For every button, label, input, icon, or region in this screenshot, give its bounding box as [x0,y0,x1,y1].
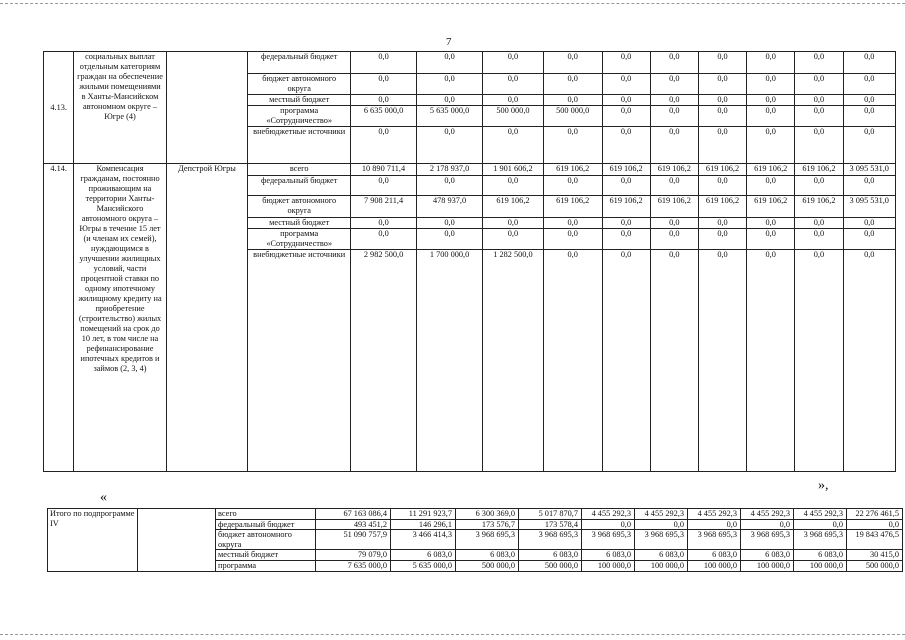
amount-cell: 0,0 [843,176,895,196]
amount-cell: 0,0 [843,229,895,250]
amount-cell: 0,0 [351,74,417,95]
amount-cell: 0,0 [417,229,483,250]
table-row [44,164,896,176]
amount-cell: 2 982 500,0 [351,250,417,472]
amount-cell: 0,0 [635,519,688,530]
amount-cell: 0,0 [698,250,746,472]
amount-cell: 19 843 476,5 [847,530,903,550]
amount-cell: 0,0 [483,176,544,196]
amount-cell: 619 106,2 [795,196,843,218]
amount-cell: 3 968 695,3 [635,530,688,550]
amount-cell: 4 455 292,3 [794,509,847,520]
amount-cell: 10 890 711,4 [351,164,417,176]
amount-cell: 1 282 500,0 [483,250,544,472]
amount-cell: 0,0 [650,95,698,106]
amount-cell: 619 106,2 [543,164,602,176]
amount-cell: 0,0 [650,52,698,74]
funding-source: местный бюджет [248,95,351,106]
amount-cell: 0,0 [483,127,544,164]
amount-cell: 0,0 [602,218,650,229]
amount-cell: 0,0 [543,95,602,106]
amount-cell: 0,0 [747,74,795,95]
amount-cell: 4 455 292,3 [635,509,688,520]
amount-cell: 5 017 870,7 [519,509,582,520]
amount-cell: 5 635 000,0 [417,106,483,127]
amount-cell: 0,0 [650,176,698,196]
amount-cell: 0,0 [650,250,698,472]
amount-cell: 0,0 [698,95,746,106]
amount-cell: 0,0 [417,95,483,106]
opening-quote: « [100,490,107,505]
amount-cell: 0,0 [795,229,843,250]
amount-cell: 0,0 [747,52,795,74]
amount-cell: 173 576,7 [456,519,519,530]
amount-cell: 0,0 [698,74,746,95]
closing-quote: », [818,478,829,493]
amount-cell: 6 083,0 [635,550,688,561]
amount-cell: 0,0 [795,52,843,74]
funding-source: программа «Сотрудничество» [248,106,351,127]
amount-cell: 0,0 [741,519,794,530]
amount-cell: 7 908 211,4 [351,196,417,218]
amount-cell: 146 296,1 [391,519,456,530]
amount-cell: 3 095 531,0 [843,164,895,176]
amount-cell: 619 106,2 [543,196,602,218]
amount-cell: 0,0 [351,95,417,106]
amount-cell: 6 083,0 [456,550,519,561]
amount-cell: 3 095 531,0 [843,196,895,218]
funding-source: федеральный бюджет [248,52,351,74]
amount-cell: 100 000,0 [688,560,741,571]
amount-cell: 0,0 [650,218,698,229]
amount-cell: 100 000,0 [794,560,847,571]
amount-cell: 0,0 [843,127,895,164]
amount-cell: 6 300 369,0 [456,509,519,520]
amount-cell: 6 083,0 [391,550,456,561]
amount-cell: 0,0 [747,106,795,127]
amount-cell: 0,0 [843,95,895,106]
amount-cell: 0,0 [602,74,650,95]
funding-source: местный бюджет [248,218,351,229]
amount-cell: 619 106,2 [698,196,746,218]
amount-cell: 0,0 [650,229,698,250]
amount-cell: 1 901 606,2 [483,164,544,176]
amount-cell: 6 635 000,0 [351,106,417,127]
program-table [43,51,896,472]
amount-cell: 0,0 [602,229,650,250]
amount-cell: 6 083,0 [582,550,635,561]
amount-cell: 0,0 [543,176,602,196]
amount-cell: 3 968 695,3 [741,530,794,550]
amount-cell: 500 000,0 [483,106,544,127]
amount-cell: 0,0 [543,229,602,250]
amount-cell: 0,0 [543,52,602,74]
amount-cell: 6 083,0 [688,550,741,561]
amount-cell: 0,0 [698,229,746,250]
amount-cell: 100 000,0 [741,560,794,571]
amount-cell: 500 000,0 [456,560,519,571]
amount-cell: 0,0 [843,52,895,74]
subprogram-total-table [47,508,903,572]
amount-cell: 5 635 000,0 [391,560,456,571]
amount-cell: 0,0 [351,176,417,196]
amount-cell: 0,0 [688,519,741,530]
amount-cell: 0,0 [843,74,895,95]
amount-cell: 0,0 [543,250,602,472]
amount-cell: 0,0 [483,52,544,74]
amount-cell: 0,0 [698,106,746,127]
amount-cell: 11 291 923,7 [391,509,456,520]
amount-cell: 500 000,0 [847,560,903,571]
amount-cell: 0,0 [795,250,843,472]
amount-cell: 0,0 [602,95,650,106]
total-executor [138,509,216,572]
amount-cell: 2 178 937,0 [417,164,483,176]
table-row [44,52,896,74]
amount-cell: 0,0 [843,250,895,472]
item-name: социальных выплат отдельным категориям граждан на обеспечение жилыми помещениями в Ханты-Мансийском автономном округе – Югре (4) [74,52,166,164]
funding-source: всего [248,164,351,176]
funding-source: программа [216,560,316,571]
amount-cell: 0,0 [698,176,746,196]
funding-source: всего [216,509,316,520]
amount-cell: 6 083,0 [519,550,582,561]
amount-cell: 1 700 000,0 [417,250,483,472]
amount-cell: 478 937,0 [417,196,483,218]
amount-cell: 3 968 695,3 [688,530,741,550]
amount-cell: 100 000,0 [582,560,635,571]
amount-cell: 67 163 086,4 [316,509,391,520]
amount-cell: 0,0 [582,519,635,530]
funding-source: федеральный бюджет [216,519,316,530]
amount-cell: 500 000,0 [519,560,582,571]
amount-cell: 6 083,0 [794,550,847,561]
amount-cell: 619 106,2 [650,164,698,176]
amount-cell: 0,0 [602,127,650,164]
amount-cell: 0,0 [351,127,417,164]
item-executor: Депстрой Югры [166,164,248,472]
amount-cell: 0,0 [602,176,650,196]
amount-cell: 100 000,0 [635,560,688,571]
amount-cell: 0,0 [543,218,602,229]
funding-source: внебюджетные источники [248,127,351,164]
amount-cell: 3 968 695,3 [582,530,635,550]
amount-cell: 0,0 [351,52,417,74]
funding-source: бюджет автономного округа [248,196,351,218]
amount-cell: 619 106,2 [747,196,795,218]
amount-cell: 619 106,2 [602,196,650,218]
amount-cell: 0,0 [747,176,795,196]
amount-cell: 51 090 757,9 [316,530,391,550]
amount-cell: 0,0 [483,74,544,95]
amount-cell: 0,0 [747,250,795,472]
item-name: Компенсация гражданам, постоянно проживающим на территории Ханты-Мансийского автономного округа – Югры в течение 15 лет (и членам их семей), нуждающимся в улучшении жилищных условий, части процентной ставки по одному ипотечному жилищному кредиту на приобретение (строительство) жилых помещений на срок до 10 лет, в том числе на рефинансирование ипотечных кредитов и займов (2, 3, 4) [74,164,166,472]
amount-cell: 0,0 [483,95,544,106]
amount-cell: 0,0 [417,52,483,74]
amount-cell: 22 276 461,5 [847,509,903,520]
amount-cell: 0,0 [747,229,795,250]
amount-cell: 0,0 [351,229,417,250]
amount-cell: 619 106,2 [602,164,650,176]
amount-cell: 0,0 [417,74,483,95]
funding-source: федеральный бюджет [248,176,351,196]
amount-cell: 0,0 [417,176,483,196]
amount-cell: 0,0 [602,106,650,127]
amount-cell: 0,0 [795,95,843,106]
amount-cell: 3 968 695,3 [519,530,582,550]
amount-cell: 0,0 [698,218,746,229]
funding-source: внебюджетные источники [248,250,351,472]
amount-cell: 0,0 [602,52,650,74]
amount-cell: 3 968 695,3 [794,530,847,550]
amount-cell: 0,0 [843,106,895,127]
table-row [48,509,903,520]
amount-cell: 6 083,0 [741,550,794,561]
amount-cell: 0,0 [417,127,483,164]
amount-cell: 0,0 [843,218,895,229]
amount-cell: 0,0 [650,74,698,95]
item-number: 4.14. [44,164,74,472]
amount-cell: 3 466 414,3 [391,530,456,550]
amount-cell: 0,0 [747,127,795,164]
item-number: 4.13. [44,52,74,164]
page-bottom-border [0,634,905,635]
amount-cell: 500 000,0 [543,106,602,127]
amount-cell: 0,0 [543,74,602,95]
amount-cell: 30 415,0 [847,550,903,561]
amount-cell: 0,0 [795,74,843,95]
amount-cell: 0,0 [602,250,650,472]
amount-cell: 619 106,2 [483,196,544,218]
amount-cell: 619 106,2 [795,164,843,176]
amount-cell: 4 455 292,3 [688,509,741,520]
amount-cell: 0,0 [543,127,602,164]
amount-cell: 0,0 [747,95,795,106]
amount-cell: 0,0 [795,106,843,127]
amount-cell: 0,0 [747,218,795,229]
total-label: Итого по подпрограмме IV [48,509,138,572]
amount-cell: 0,0 [650,127,698,164]
page-number: 7 [446,36,452,48]
amount-cell: 0,0 [847,519,903,530]
amount-cell: 0,0 [417,218,483,229]
amount-cell: 493 451,2 [316,519,391,530]
amount-cell: 0,0 [483,229,544,250]
amount-cell: 0,0 [351,218,417,229]
amount-cell: 3 968 695,3 [456,530,519,550]
page-top-border [0,3,905,4]
amount-cell: 4 455 292,3 [741,509,794,520]
amount-cell: 4 455 292,3 [582,509,635,520]
amount-cell: 0,0 [795,176,843,196]
amount-cell: 173 578,4 [519,519,582,530]
funding-source: местный бюджет [216,550,316,561]
item-executor [166,52,248,164]
amount-cell: 79 079,0 [316,550,391,561]
amount-cell: 0,0 [650,106,698,127]
amount-cell: 0,0 [698,127,746,164]
amount-cell: 619 106,2 [650,196,698,218]
funding-source: бюджет автономного округа [248,74,351,95]
amount-cell: 0,0 [795,127,843,164]
funding-source: бюджет автономного округа [216,530,316,550]
amount-cell: 0,0 [794,519,847,530]
amount-cell: 619 106,2 [698,164,746,176]
amount-cell: 0,0 [795,218,843,229]
funding-source: программа «Сотрудничество» [248,229,351,250]
amount-cell: 0,0 [698,52,746,74]
amount-cell: 0,0 [483,218,544,229]
amount-cell: 619 106,2 [747,164,795,176]
amount-cell: 7 635 000,0 [316,560,391,571]
